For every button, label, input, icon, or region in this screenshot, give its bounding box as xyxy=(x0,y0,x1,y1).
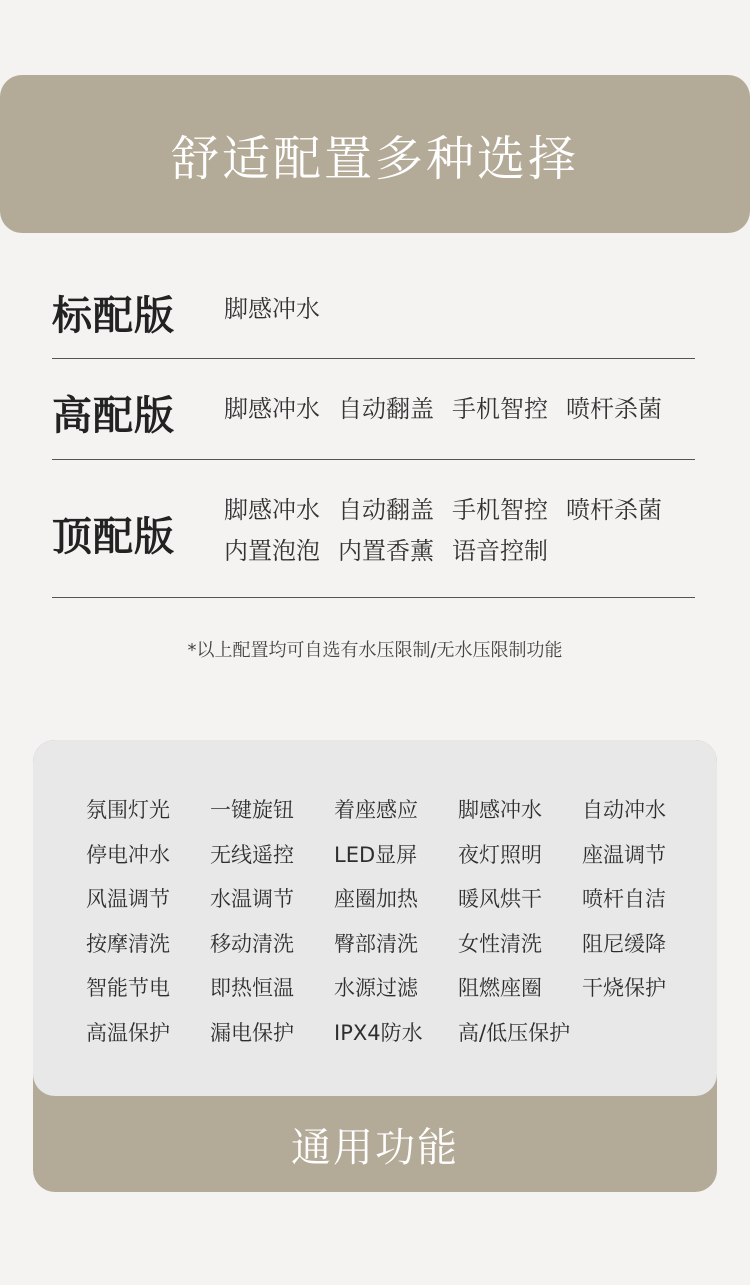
tier-name: 高配版 xyxy=(52,393,175,439)
grid-row xyxy=(86,1017,706,1062)
feature-item: 内置泡泡 xyxy=(224,537,320,565)
divider xyxy=(52,597,695,598)
common-feature: 暖风烘干 xyxy=(458,887,542,911)
common-feature: 着座感应 xyxy=(334,798,418,822)
divider xyxy=(52,459,695,460)
common-feature: IPX4防水 xyxy=(334,1020,423,1045)
feature-item: 自动翻盖 xyxy=(338,395,434,423)
common-feature: 移动清洗 xyxy=(210,931,294,956)
grid-row xyxy=(86,972,706,1017)
divider xyxy=(52,358,695,359)
feature-item: 语音控制 xyxy=(452,537,548,565)
feature-item: 脚感冲水 xyxy=(224,295,320,323)
feature-item: 自动翻盖 xyxy=(338,496,434,524)
common-feature: 一键旋钮 xyxy=(210,798,294,822)
grid-row xyxy=(86,794,706,839)
feature-item: 手机智控 xyxy=(452,395,548,423)
grid-row xyxy=(86,839,706,884)
common-feature: 喷杆自洁 xyxy=(582,887,666,911)
common-feature: 脚感冲水 xyxy=(458,798,542,822)
common-features-panel xyxy=(33,740,717,1096)
footnote: *以上配置均可自选有水压限制/无水压限制功能 xyxy=(187,640,563,661)
tier-features xyxy=(224,389,734,430)
common-feature: 停电冲水 xyxy=(86,842,170,867)
common-feature: 无线遥控 xyxy=(210,842,294,867)
common-feature: 风温调节 xyxy=(86,887,170,911)
feature-item: 内置香薰 xyxy=(338,537,434,565)
common-feature: 漏电保护 xyxy=(210,1020,294,1045)
feature-item: 喷杆杀菌 xyxy=(566,395,662,423)
common-features-title: 通用功能 xyxy=(291,1124,459,1171)
feature-item: 脚感冲水 xyxy=(224,395,320,423)
common-feature: 座温调节 xyxy=(582,842,666,867)
tier-name: 标配版 xyxy=(52,293,175,339)
common-feature: 阻尼缓降 xyxy=(582,931,666,956)
feature-item: 喷杆杀菌 xyxy=(566,496,662,524)
common-feature: 女性清洗 xyxy=(458,931,542,956)
common-feature: 干烧保护 xyxy=(582,976,666,1000)
common-feature: 水源过滤 xyxy=(334,976,418,1000)
tier-name: 顶配版 xyxy=(52,514,175,560)
feature-item: 脚感冲水 xyxy=(224,496,320,524)
header-banner xyxy=(0,75,750,233)
common-feature: LED显屏 xyxy=(334,842,418,867)
common-feature: 即热恒温 xyxy=(210,976,294,1000)
common-feature: 高/低压保护 xyxy=(458,1020,571,1045)
common-feature: 臀部清洗 xyxy=(334,931,418,956)
tier-features xyxy=(224,289,734,330)
common-feature: 座圈加热 xyxy=(334,887,418,911)
feature-item: 手机智控 xyxy=(452,496,548,524)
common-feature: 夜灯照明 xyxy=(458,842,542,867)
common-feature: 水温调节 xyxy=(210,887,294,911)
common-feature: 按摩清洗 xyxy=(86,931,170,956)
common-feature: 高温保护 xyxy=(86,1020,170,1045)
common-feature: 氛围灯光 xyxy=(86,798,170,822)
common-features-card xyxy=(33,740,717,1192)
common-feature: 自动冲水 xyxy=(582,798,666,822)
grid-row xyxy=(86,883,706,928)
common-features-grid xyxy=(86,794,706,1061)
page-title: 舒适配置多种选择 xyxy=(170,130,579,187)
common-feature: 智能节电 xyxy=(86,976,170,1000)
grid-row xyxy=(86,928,706,973)
common-feature: 阻燃座圈 xyxy=(458,976,542,1000)
tier-features xyxy=(224,490,734,572)
